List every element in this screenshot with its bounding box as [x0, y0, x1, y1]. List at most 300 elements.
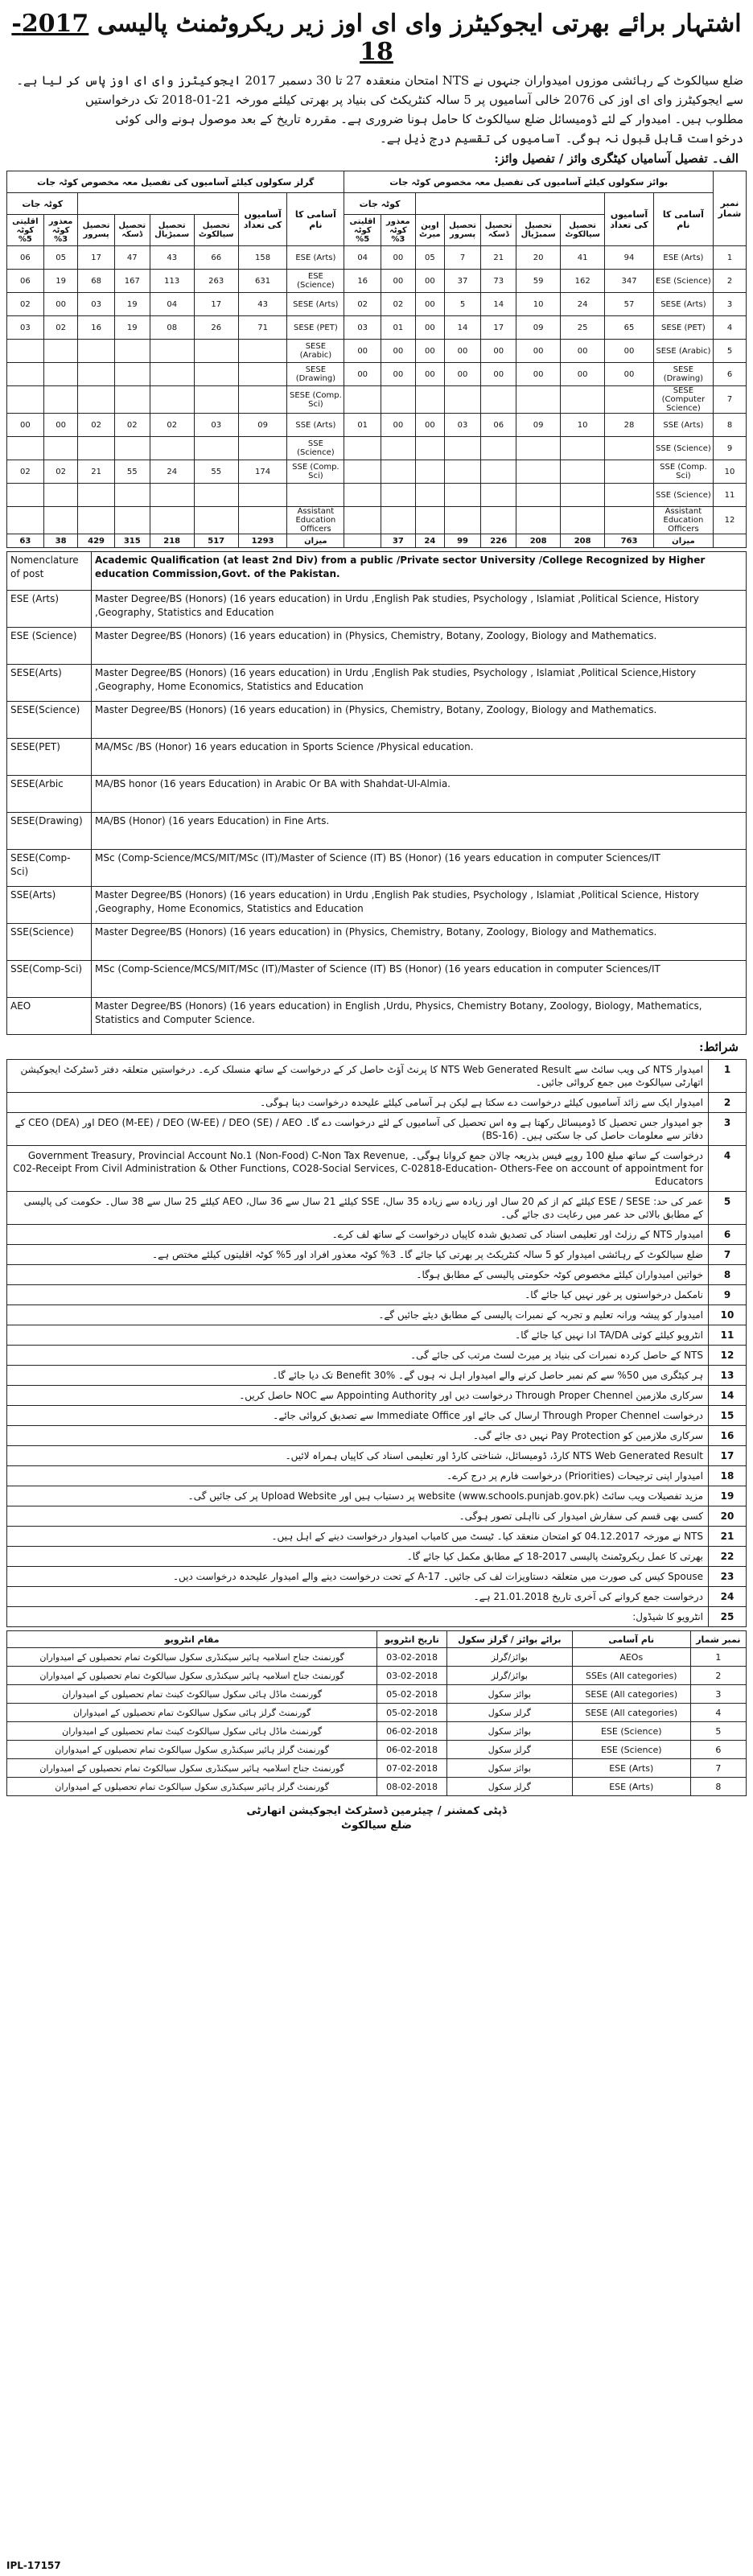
condition-number: 4	[709, 1146, 747, 1192]
schedule-post-cell: ESE (Science)	[572, 1741, 690, 1759]
schedule-row	[7, 1685, 747, 1704]
boys-post-cell: SSE (Arts)	[653, 414, 713, 437]
vacancy-row	[7, 293, 747, 316]
girls-value-cell	[238, 437, 287, 460]
intro-line: ضلع سیالکوٹ کے رہائشی موزوں امیدواران جنہوں نے NTS امتحان منعقدہ 27 تا 30 دسمبر 2017 ایجوکیٹرز وای ای اوز پاس کر لیا ہے۔	[16, 73, 743, 88]
girls-value-cell	[194, 484, 238, 507]
boys-quota-label: کوٹہ جات	[344, 193, 415, 215]
girls-value-cell: 02	[114, 414, 150, 437]
qualification-row	[7, 998, 747, 1035]
girls-value-cell: 09	[238, 414, 287, 437]
schedule-row	[7, 1704, 747, 1722]
condition-number: 17	[709, 1446, 747, 1466]
condition-number: 5	[709, 1192, 747, 1225]
girls-total-cell: 38	[43, 534, 78, 548]
qualification-row	[7, 850, 747, 887]
boys-value-cell: 7	[444, 246, 480, 270]
girls-value-cell: 24	[150, 460, 194, 484]
condition-text: NTS Web Generated Result کارڈ، ڈومیسائل، شناختی کارڈ اور تعلیمی اسناد کی کاپیاں ہمراہ لائیں۔	[7, 1446, 709, 1466]
schedule-post-cell: SESE (All categories)	[572, 1685, 690, 1704]
girls-value-cell	[194, 340, 238, 363]
girls-value-cell	[7, 484, 44, 507]
girls-value-cell	[238, 363, 287, 386]
girls-disabled: معذور کوٹہ 3%	[43, 215, 78, 246]
vacancy-table	[6, 171, 747, 548]
schedule-row	[7, 1759, 747, 1778]
schedule-date-cell: 08-02-2018	[377, 1778, 447, 1796]
totals-row	[7, 534, 747, 548]
girls-value-cell	[78, 437, 114, 460]
schedule-post-cell: ESE (Science)	[572, 1722, 690, 1741]
qualification-row	[7, 739, 747, 776]
condition-text: درخواست جمع کروانے کی آخری تاریخ 21.01.2018 ہے۔	[7, 1587, 709, 1607]
boys-value-cell: 21	[481, 246, 516, 270]
schedule-place-cell: گورنمنٹ گرلز ہائی سکول سیالکوٹ تمام تحصیلوں کے امیدواران	[7, 1704, 377, 1722]
girls-value-cell	[150, 363, 194, 386]
girls-value-cell: 17	[194, 293, 238, 316]
condition-row	[7, 1346, 747, 1366]
schedule-place-cell: گورنمنٹ جناح اسلامیہ ہائیر سیکنڈری سکول سیالکوٹ تمام تحصیلوں کے امیدواران	[7, 1759, 377, 1778]
boys-post-cell: SSE (Science)	[653, 484, 713, 507]
girls-value-cell: 26	[194, 316, 238, 340]
boys-value-cell: 16	[344, 270, 381, 293]
qual-text-cell: MA/BS honor (16 years Education) in Arabic Or BA with Shahdat-Ul-Almia.	[92, 776, 747, 813]
girls-tehsil-1: تحصیل سیالکوٹ	[194, 215, 238, 246]
qualification-row	[7, 924, 747, 961]
girls-value-cell	[150, 507, 194, 534]
girls-value-cell: 16	[78, 316, 114, 340]
boys-value-cell: 41	[561, 246, 605, 270]
condition-text: بھرتی کا عمل ریکروٹمنٹ پالیسی 2017-18 کے مطابق مکمل کیا جائے گا۔	[7, 1547, 709, 1567]
condition-number: 1	[709, 1060, 747, 1093]
boys-value-cell	[444, 484, 480, 507]
condition-text: امیدوار NTS کے رزلٹ اور تعلیمی اسناد کی تصدیق شدہ کاپیاں درخواست کے ساتھ لف کرے۔	[7, 1225, 709, 1245]
girls-post-cell: SESE (Arts)	[287, 293, 344, 316]
qual-text-cell: Master Degree/BS (Honors) (16 years education) in Urdu ,English Pak studies, Psychology , Islamiat ,Political Science, History ,Geography, Home Economics, Statistics and Education	[92, 887, 747, 924]
girls-value-cell: 04	[150, 293, 194, 316]
condition-row	[7, 1192, 747, 1225]
condition-row	[7, 1567, 747, 1587]
girls-value-cell	[238, 386, 287, 414]
schedule-sr-cell: 7	[690, 1759, 746, 1778]
condition-text: ہر کیٹگری میں 50% سے کم نمبر حاصل کرنے والے امیدوار اہل نہ ہوں گے۔ Benefit 30% تک دیا جائے گا۔	[7, 1366, 709, 1386]
schedule-sr-cell: 3	[690, 1685, 746, 1704]
schedule-post-cell: SESE (All categories)	[572, 1704, 690, 1722]
qualification-row	[7, 887, 747, 924]
boys-value-cell	[516, 507, 561, 534]
schedule-date-cell: 05-02-2018	[377, 1685, 447, 1704]
girls-value-cell: 19	[114, 293, 150, 316]
boys-value-cell: 00	[481, 363, 516, 386]
boys-value-cell	[605, 386, 654, 414]
serial-cell: 12	[714, 507, 747, 534]
condition-row	[7, 1113, 747, 1146]
serial-cell: 4	[714, 316, 747, 340]
boys-value-cell: 24	[561, 293, 605, 316]
boys-value-cell	[516, 386, 561, 414]
girls-value-cell: 03	[7, 316, 44, 340]
qual-post-cell: SSE(Science)	[7, 924, 92, 961]
schedule-post-cell: SSEs (All categories)	[572, 1667, 690, 1685]
boys-value-cell	[381, 386, 415, 414]
condition-row	[7, 1446, 747, 1466]
boys-value-cell: 59	[516, 270, 561, 293]
qualification-row	[7, 813, 747, 850]
girls-value-cell	[78, 363, 114, 386]
schedule-header-row	[7, 1631, 747, 1648]
boys-value-cell: 00	[344, 340, 381, 363]
schedule-sr-cell: 1	[690, 1648, 746, 1667]
ad-title	[6, 10, 747, 66]
girls-value-cell	[114, 386, 150, 414]
boys-value-cell: 162	[561, 270, 605, 293]
girls-value-cell	[43, 507, 78, 534]
vacancy-row	[7, 316, 747, 340]
girls-value-cell: 08	[150, 316, 194, 340]
boys-value-cell: 00	[415, 316, 444, 340]
boys-value-cell	[481, 437, 516, 460]
boys-value-cell: 00	[605, 340, 654, 363]
section-a-heading: الف۔ تفصیل آسامیاں کیٹگری وائز / تفصیل وائز:	[494, 151, 739, 166]
boys-value-cell: 00	[415, 363, 444, 386]
boys-value-cell	[605, 460, 654, 484]
girls-value-cell: 19	[43, 270, 78, 293]
girls-tehsil-label	[78, 193, 238, 215]
girls-value-cell	[150, 340, 194, 363]
boys-value-cell	[605, 507, 654, 534]
condition-text: مزید تفصیلات ویب سائٹ (www.schools.punjab.gov.pk) website پر دستیاب ہیں اور Upload Website پر کی جائیں گی۔	[7, 1486, 709, 1506]
girls-value-cell: 43	[238, 293, 287, 316]
boys-value-cell: 06	[481, 414, 516, 437]
girls-value-cell: 02	[7, 293, 44, 316]
boys-tehsil-1: تحصیل سیالکوٹ	[561, 215, 605, 246]
boys-post-cell: SESE (Drawing)	[653, 363, 713, 386]
boys-value-cell: 00	[344, 363, 381, 386]
qual-header-post: Nomenclature of post	[7, 552, 92, 591]
girls-value-cell: 158	[238, 246, 287, 270]
boys-post-cell: SESE (Computer Science)	[653, 386, 713, 414]
girls-value-cell	[150, 484, 194, 507]
girls-value-cell	[43, 437, 78, 460]
schedule-header-cell: برائے بوائز / گرلز سکول	[446, 1631, 572, 1648]
boys-value-cell	[344, 484, 381, 507]
serial-cell: 1	[714, 246, 747, 270]
girls-value-cell	[78, 386, 114, 414]
girls-value-cell: 55	[114, 460, 150, 484]
qual-post-cell: ESE (Science)	[7, 628, 92, 665]
schedule-place-cell: گورنمنٹ ماڈل ہائی سکول سیالکوٹ کینٹ تمام تحصیلوں کے امیدواران	[7, 1685, 377, 1704]
girls-total-cell: 63	[7, 534, 44, 548]
boys-value-cell	[561, 460, 605, 484]
condition-row	[7, 1386, 747, 1406]
intro-line: مطلوب ہیں۔ امیدوار کے لئے ڈومیسائل ضلع سیالکوٹ کا حامل ہونا ضروری ہے۔ مقررہ تاریخ کے بعد موصول ہونے والی کوئی	[115, 112, 743, 126]
girls-value-cell: 06	[7, 270, 44, 293]
serial-cell: 7	[714, 386, 747, 414]
condition-text: امیدوار NTS کی ویب سائٹ سے NTS Web Generated Result کا پرنٹ آؤٹ حاصل کر کے درخواست کے ساتھ منسلک کرے۔ درخواستیں متعلقہ دفتر ڈسٹرکٹ ایجوکیشن اتھارٹی سیالکوٹ میں جمع کروائی جائیں۔	[7, 1060, 709, 1093]
schedule-rows	[7, 1648, 747, 1796]
schedule-header-cell: نمبر شمار	[690, 1631, 746, 1648]
girls-count-header: آسامیوں کی تعداد	[238, 193, 287, 246]
qualification-row	[7, 628, 747, 665]
condition-text: انٹرویو کا شیڈول:	[7, 1607, 709, 1627]
boys-value-cell: 09	[516, 316, 561, 340]
schedule-sr-cell: 6	[690, 1741, 746, 1759]
serial-cell: 10	[714, 460, 747, 484]
schedule-header-cell: تاریخ انٹرویو	[377, 1631, 447, 1648]
boys-value-cell	[605, 437, 654, 460]
boys-value-cell	[415, 460, 444, 484]
schedule-sr-cell: 5	[690, 1722, 746, 1741]
girls-value-cell	[238, 507, 287, 534]
boys-value-cell	[344, 437, 381, 460]
boys-value-cell: 03	[344, 316, 381, 340]
vacancy-row	[7, 484, 747, 507]
condition-text: امیدوار ایک سے زائد آسامیوں کیلئے درخواست دے سکتا ہے لیکن ہر آسامی کیلئے علیحدہ درخواست دینا ہوگی۔	[7, 1093, 709, 1113]
condition-row	[7, 1146, 747, 1192]
schedule-row	[7, 1667, 747, 1685]
boys-value-cell: 00	[381, 246, 415, 270]
girls-post-cell: SESE (Drawing)	[287, 363, 344, 386]
qualification-rows	[7, 591, 747, 1035]
qual-post-cell: SESE(Comp-Sci)	[7, 850, 92, 887]
boys-value-cell: 20	[516, 246, 561, 270]
qual-post-cell: SESE(Arts)	[7, 665, 92, 702]
boys-value-cell: 94	[605, 246, 654, 270]
boys-post-cell: Assistant Education Officers	[653, 507, 713, 534]
boys-value-cell: 05	[415, 246, 444, 270]
vacancy-row	[7, 246, 747, 270]
girls-value-cell	[238, 340, 287, 363]
condition-number: 10	[709, 1305, 747, 1325]
schedule-row	[7, 1778, 747, 1796]
boys-value-cell	[444, 460, 480, 484]
girls-value-cell: 68	[78, 270, 114, 293]
boys-minority: اقلیتی کوٹہ 5%	[344, 215, 381, 246]
girls-value-cell	[194, 507, 238, 534]
girls-value-cell	[43, 386, 78, 414]
schedule-place-cell: گورنمنٹ گرلز ہائیر سیکنڈری سکول سیالکوٹ تمام تحصیلوں کے امیدواران	[7, 1778, 377, 1796]
boys-value-cell: 02	[381, 293, 415, 316]
girls-tehsil-4: تحصیل پسرور	[78, 215, 114, 246]
condition-text: انٹرویو کیلئے کوئی TA/DA ادا نہیں کیا جائے گا۔	[7, 1325, 709, 1346]
serial-cell: 11	[714, 484, 747, 507]
condition-number: 7	[709, 1245, 747, 1265]
boys-value-cell: 10	[561, 414, 605, 437]
intro-paragraph	[10, 71, 743, 148]
girls-value-cell	[114, 507, 150, 534]
boys-group-header: بوائز سکولوں کیلئے آسامیوں کی تفصیل معہ مخصوص کوٹہ جات	[344, 171, 714, 193]
girls-value-cell	[43, 340, 78, 363]
condition-number: 18	[709, 1466, 747, 1486]
qual-text-cell: MA/MSc /BS (Honor) 16 years education in Sports Science /Physical education.	[92, 739, 747, 776]
qualification-row	[7, 665, 747, 702]
girls-value-cell	[7, 340, 44, 363]
condition-text: سرکاری ملازمین کو Pay Protection نہیں دی جائے گی۔	[7, 1426, 709, 1446]
condition-text: خواتین امیدواران کیلئے مخصوص کوٹہ حکومتی پالیسی کے مطابق ہوگا۔	[7, 1265, 709, 1285]
qual-post-cell: SESE(Science)	[7, 702, 92, 739]
condition-text: NTS کے حاصل کردہ نمبرات کی بنیاد پر میرٹ لسٹ مرتب کی جائے گی۔	[7, 1346, 709, 1366]
qualification-row	[7, 702, 747, 739]
boys-value-cell: 04	[344, 246, 381, 270]
condition-number: 11	[709, 1325, 747, 1346]
boys-value-cell	[444, 437, 480, 460]
boys-value-cell: 14	[481, 293, 516, 316]
serial-cell: 8	[714, 414, 747, 437]
girls-value-cell: 174	[238, 460, 287, 484]
qual-text-cell: MSc (Comp-Science/MCS/MIT/MSc (IT)/Master of Science (IT) BS (Honor) (16 years education in computer Sciences/IT	[92, 961, 747, 998]
boys-value-cell: 25	[561, 316, 605, 340]
boys-tehsil-3: تحصیل ڈسکہ	[481, 215, 516, 246]
condition-row	[7, 1547, 747, 1567]
boys-value-cell: 347	[605, 270, 654, 293]
boys-total-cell: 226	[481, 534, 516, 548]
boys-post-cell: SSE (Science)	[653, 437, 713, 460]
serial-cell: 5	[714, 340, 747, 363]
qual-text-cell: MA/BS (Honor) (16 years Education) in Fine Arts.	[92, 813, 747, 850]
girls-value-cell: 03	[78, 293, 114, 316]
girls-value-cell: 55	[194, 460, 238, 484]
girls-value-cell	[150, 386, 194, 414]
boys-value-cell: 00	[415, 340, 444, 363]
girls-post-cell: ESE (Arts)	[287, 246, 344, 270]
condition-text: NTS نے مورخہ 04.12.2017 کو امتحان منعقد کیا۔ ٹیسٹ میں کامیاب امیدوار درخواست دینے کے اہل ہیں۔	[7, 1527, 709, 1547]
condition-number: 23	[709, 1567, 747, 1587]
serial-cell: 2	[714, 270, 747, 293]
condition-row	[7, 1265, 747, 1285]
qual-header-text: Academic Qualification (at least 2nd Div) from a public /Private sector University /College Recognized by Higher education Commission,Govt. of the Pakistan.	[92, 552, 747, 591]
boys-value-cell	[444, 507, 480, 534]
boys-value-cell: 5	[444, 293, 480, 316]
condition-text: امیدوار اپنی ترجیحات (Priorities) درخواست فارم پر درج کرے۔	[7, 1466, 709, 1486]
condition-number: 8	[709, 1265, 747, 1285]
boys-value-cell: 01	[344, 414, 381, 437]
boys-value-cell: 17	[481, 316, 516, 340]
schedule-type-cell: گرلز سکول	[446, 1778, 572, 1796]
boys-merit: اوپن میرٹ	[415, 215, 444, 246]
advertisement-page	[6, 10, 747, 2576]
condition-number: 2	[709, 1093, 747, 1113]
conditions-heading: شرائط:	[699, 1040, 739, 1054]
qual-text-cell: Master Degree/BS (Honors) (16 years education) in English ,Urdu, Physics, Chemistry Botany, Zoology, Biology, Mathematics, Statistics and Computer Science.	[92, 998, 747, 1035]
boys-value-cell	[415, 386, 444, 414]
vacancy-row	[7, 386, 747, 414]
girls-value-cell	[7, 507, 44, 534]
girls-group-header: گرلز سکولوں کیلئے آسامیوں کی تفصیل معہ مخصوص کوٹہ جات	[7, 171, 344, 193]
boys-value-cell: 73	[481, 270, 516, 293]
girls-value-cell	[43, 484, 78, 507]
schedule-type-cell: بوائز/گرلز	[446, 1667, 572, 1685]
condition-number: 25	[709, 1607, 747, 1627]
condition-number: 20	[709, 1506, 747, 1527]
schedule-date-cell: 03-02-2018	[377, 1667, 447, 1685]
girls-value-cell: 66	[194, 246, 238, 270]
girls-total-cell: 429	[78, 534, 114, 548]
condition-number: 19	[709, 1486, 747, 1506]
boys-value-cell	[516, 484, 561, 507]
boys-value-cell: 00	[415, 270, 444, 293]
schedule-place-cell: گورنمنٹ ماڈل ہائی سکول سیالکوٹ کینٹ تمام تحصیلوں کے امیدواران	[7, 1722, 377, 1741]
boys-value-cell	[481, 484, 516, 507]
boys-post-header: آسامی کا نام	[653, 193, 713, 246]
girls-value-cell: 167	[114, 270, 150, 293]
girls-minority: اقلیتی کوٹہ 5%	[7, 215, 44, 246]
girls-post-cell: ESE (Science)	[287, 270, 344, 293]
vacancy-row	[7, 437, 747, 460]
girls-value-cell	[7, 437, 44, 460]
boys-value-cell: 00	[516, 340, 561, 363]
boys-value-cell: 00	[415, 414, 444, 437]
ad-title-text: اشتہار برائے بھرتی ایجوکیٹرز وای ای اوز زیر ریکروٹمنٹ پالیسی	[97, 10, 742, 38]
boys-value-cell: 00	[381, 270, 415, 293]
vacancy-row	[7, 460, 747, 484]
qual-post-cell: SESE(Arbic	[7, 776, 92, 813]
ipl-code: IPL-17157	[6, 2560, 61, 2571]
condition-number: 3	[709, 1113, 747, 1146]
boys-value-cell: 14	[444, 316, 480, 340]
girls-value-cell: 03	[194, 414, 238, 437]
girls-value-cell	[194, 437, 238, 460]
qualification-row	[7, 961, 747, 998]
schedule-place-cell: گورنمنٹ جناح اسلامیہ ہائیر سیکنڈری سکول سیالکوٹ تمام تحصیلوں کے امیدواران	[7, 1648, 377, 1667]
serial-cell: 9	[714, 437, 747, 460]
boys-value-cell	[415, 437, 444, 460]
girls-post-cell: SSE (Comp. Sci)	[287, 460, 344, 484]
condition-text: سرکاری ملازمین Through Proper Chennel درخواست دیں اور Appointing Authority سے NOC حاصل کریں۔	[7, 1386, 709, 1406]
schedule-type-cell: گرلز سکول	[446, 1704, 572, 1722]
condition-row	[7, 1466, 747, 1486]
girls-value-cell	[78, 340, 114, 363]
girls-value-cell	[114, 484, 150, 507]
girls-value-cell: 19	[114, 316, 150, 340]
qual-post-cell: SSE(Comp-Sci)	[7, 961, 92, 998]
ad-title-year: 2017-18	[11, 10, 393, 66]
condition-row	[7, 1305, 747, 1325]
condition-row	[7, 1607, 747, 1627]
schedule-sr-cell: 8	[690, 1778, 746, 1796]
boys-total-cell: 37	[381, 534, 415, 548]
condition-text: جو امیدوار جس تحصیل کا ڈومیسائل رکھتا ہے وہ اس تحصیل کی آسامیوں کے لئے درخواست دے گا۔ DEO (M-EE) / DEO (W-EE) / DEO (SE) / AEO اور CEO (DEA) کے دفاتر سے معلومات حاصل کی جا سکتی ہیں۔ (BS-16)	[7, 1113, 709, 1146]
boys-tehsil-label	[415, 193, 605, 215]
boys-value-cell	[561, 507, 605, 534]
boys-value-cell: 03	[444, 414, 480, 437]
girls-value-cell: 71	[238, 316, 287, 340]
girls-value-cell	[194, 386, 238, 414]
signature-block	[6, 1804, 747, 1833]
condition-number: 9	[709, 1285, 747, 1305]
condition-text: عمر کی حد: ESE / SESE کیلئے کم از کم 20 سال اور زیادہ سے زیادہ 35 سال، SSE کیلئے 21 سال سے 36 سال، AEO کیلئے 25 سال سے 38 سال۔ حکومت کی پالیسی کے مطابق بالائی حد عمر میں رعایت دی جائے گی۔	[7, 1192, 709, 1225]
total-label-boys: میزان	[653, 534, 713, 548]
conditions-table	[6, 1059, 747, 1627]
girls-post-cell: SESE (PET)	[287, 316, 344, 340]
girls-value-cell: 17	[78, 246, 114, 270]
intro-line: درخواست قابل قبول نہ ہوگی۔ آسامیوں کی تقسیم درج ذیل ہے۔	[380, 131, 743, 146]
girls-value-cell	[114, 437, 150, 460]
condition-row	[7, 1093, 747, 1113]
boys-value-cell: 10	[516, 293, 561, 316]
girls-value-cell: 21	[78, 460, 114, 484]
girls-post-cell: SSE (Arts)	[287, 414, 344, 437]
girls-tehsil-2: تحصیل سمبڑیال	[150, 215, 194, 246]
vacancy-rows	[7, 246, 747, 548]
condition-row	[7, 1486, 747, 1506]
schedule-date-cell: 03-02-2018	[377, 1648, 447, 1667]
boys-post-cell: SESE (Arts)	[653, 293, 713, 316]
boys-value-cell	[381, 460, 415, 484]
boys-post-cell: SESE (Arabic)	[653, 340, 713, 363]
qual-text-cell: MSc (Comp-Science/MCS/MIT/MSc (IT)/Master of Science (IT) BS (Honor) (16 years education in computer Sciences/IT	[92, 850, 747, 887]
qual-post-cell: SESE(PET)	[7, 739, 92, 776]
interview-schedule-table	[6, 1630, 747, 1796]
